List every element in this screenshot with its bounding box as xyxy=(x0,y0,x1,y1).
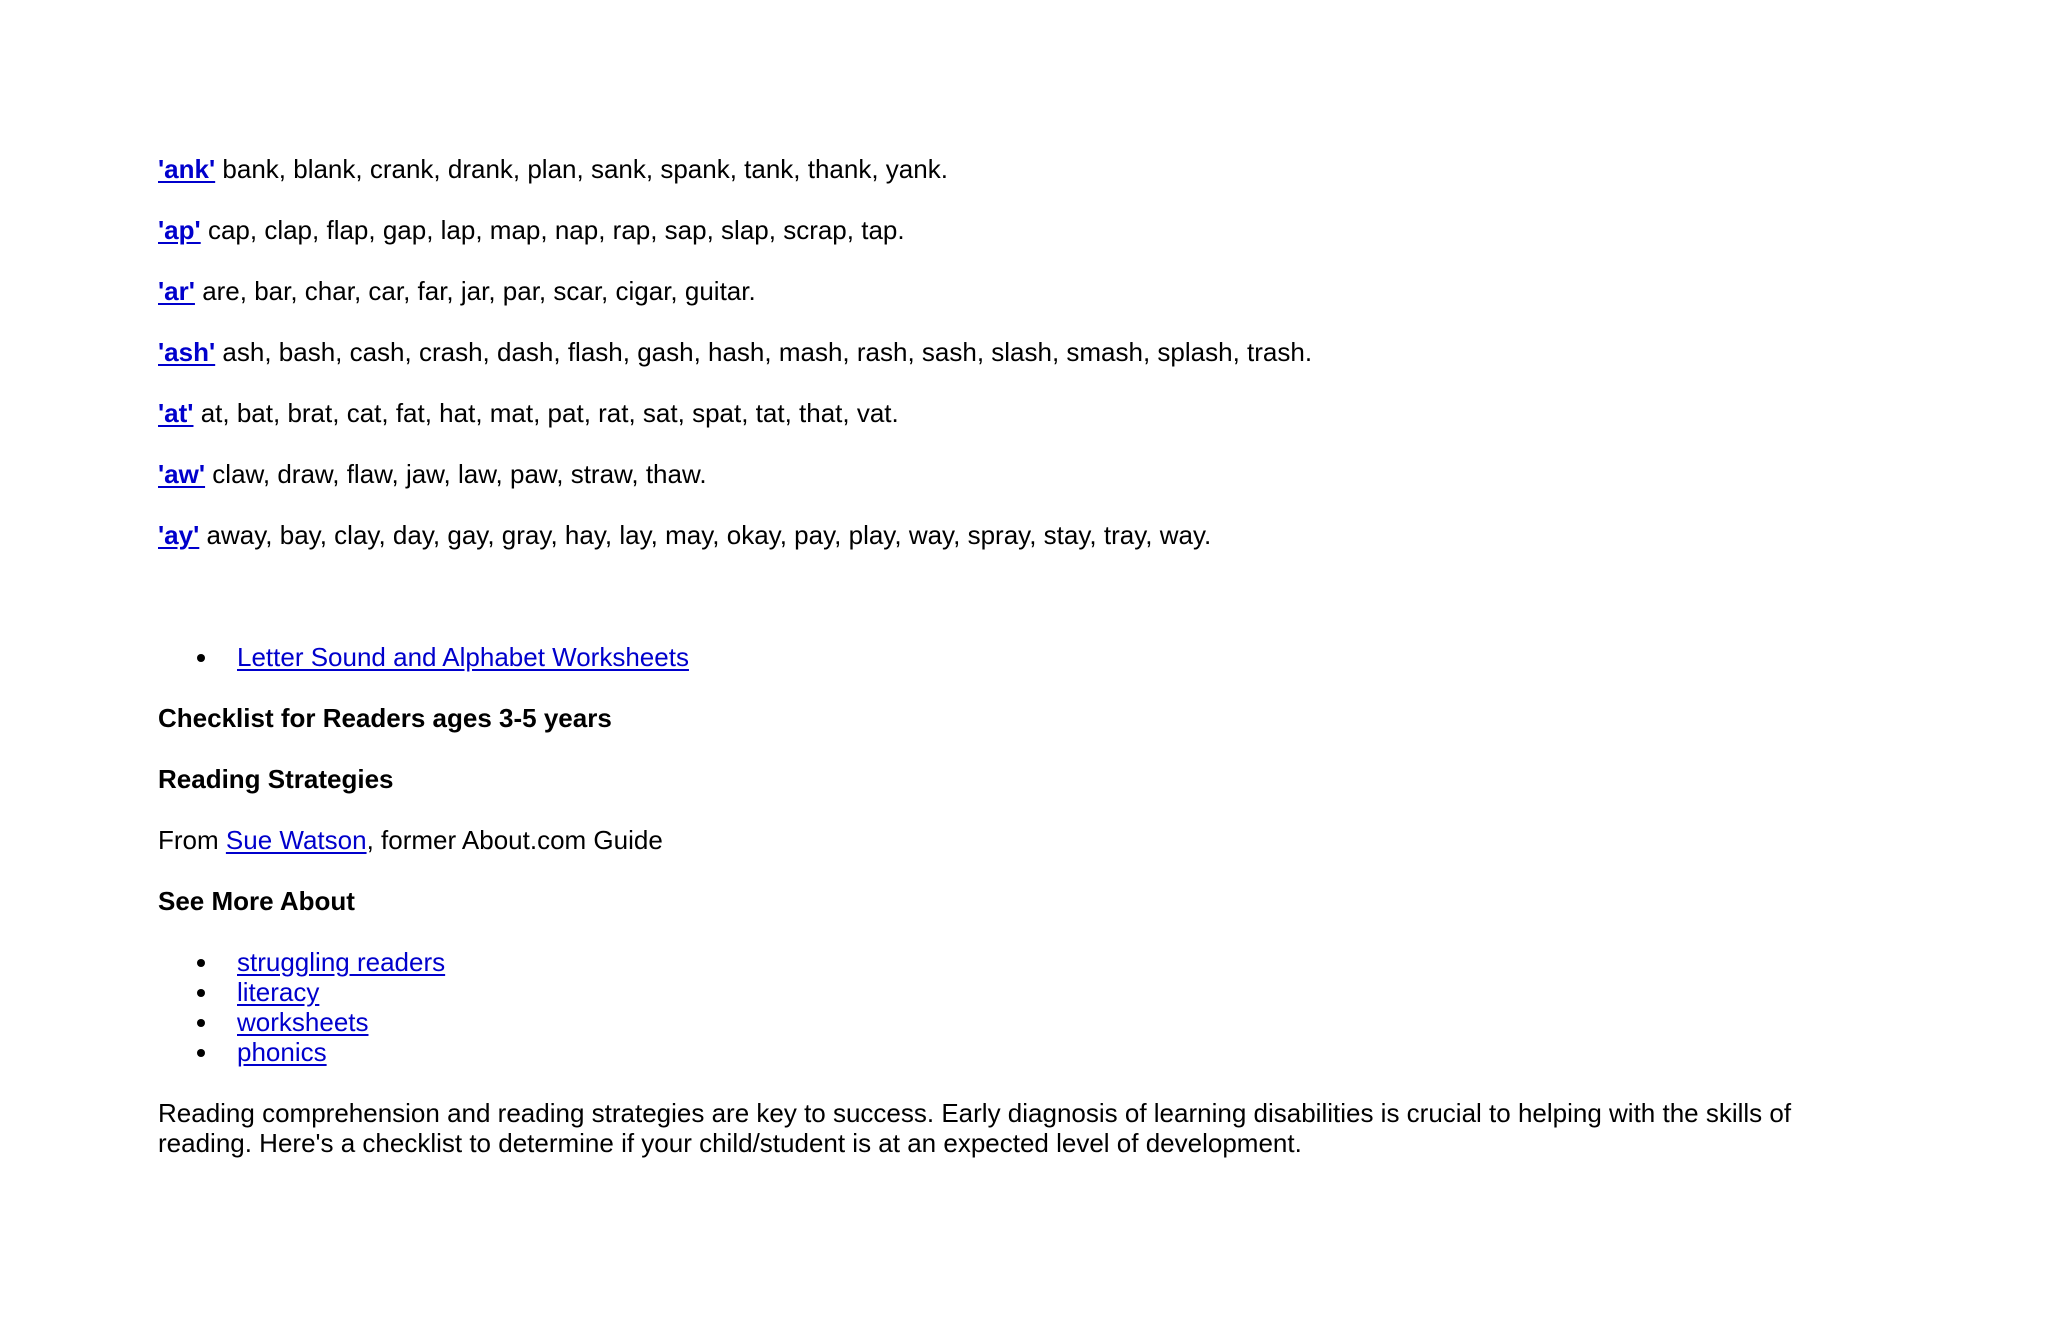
article-content xyxy=(158,154,1958,1158)
worksheets-link[interactable]: worksheets xyxy=(237,1007,369,1037)
author-link[interactable]: Sue Watson xyxy=(225,825,367,855)
byline-prefix: From xyxy=(158,825,226,855)
word-family-link-ay[interactable]: 'ay' xyxy=(158,520,200,550)
word-family-words: bank, blank, crank, drank, plan, sank, spank, tank, thank, yank. xyxy=(222,154,948,184)
list-item xyxy=(158,977,1958,1007)
word-family-link-ap[interactable]: 'ap' xyxy=(158,215,201,245)
bullet-icon xyxy=(197,1019,205,1027)
checklist-heading: Checklist for Readers ages 3-5 years xyxy=(158,703,612,733)
word-family-row xyxy=(158,215,1958,245)
see-more-list xyxy=(158,947,1958,1067)
list-item xyxy=(158,1007,1958,1037)
word-family-list xyxy=(158,154,1958,550)
byline-suffix: , former About.com Guide xyxy=(366,825,663,855)
struggling-readers-link[interactable]: struggling readers xyxy=(237,947,446,977)
word-family-row xyxy=(158,154,1958,184)
word-family-link-ash[interactable]: 'ash' xyxy=(158,337,216,367)
word-family-words: cap, clap, flap, gap, lap, map, nap, rap, sap, slap, scrap, tap. xyxy=(207,215,905,245)
intro-paragraph: Reading comprehension and reading strategies are key to success. Early diagnosis of learning disabilities is crucial to helping with the skills of reading. Here's a checklist to determine if your child/student is at an expected level of development. xyxy=(158,1098,1792,1158)
byline xyxy=(158,825,1958,855)
word-family-link-aw[interactable]: 'aw' xyxy=(158,459,206,489)
word-family-link-at[interactable]: 'at' xyxy=(158,398,194,428)
bullet-icon xyxy=(197,989,205,997)
word-family-link-ar[interactable]: 'ar' xyxy=(158,276,195,306)
word-family-words: are, bar, char, car, far, jar, par, scar, cigar, guitar. xyxy=(202,276,756,306)
list-item xyxy=(158,1037,1958,1067)
list-item xyxy=(158,642,1958,672)
bullet-icon xyxy=(197,654,205,662)
related-links-list xyxy=(158,642,1958,672)
word-family-words: ash, bash, cash, crash, dash, flash, gash, hash, mash, rash, sash, slash, smash, splash, trash. xyxy=(222,337,1313,367)
word-family-row xyxy=(158,459,1958,489)
word-family-words: at, bat, brat, cat, fat, hat, mat, pat, rat, sat, spat, tat, that, vat. xyxy=(200,398,899,428)
letter-sound-worksheets-link[interactable]: Letter Sound and Alphabet Worksheets xyxy=(237,642,689,672)
word-family-link-ank[interactable]: 'ank' xyxy=(158,154,216,184)
word-family-row xyxy=(158,276,1958,306)
word-family-row xyxy=(158,398,1958,428)
bullet-icon xyxy=(197,959,205,967)
phonics-link[interactable]: phonics xyxy=(237,1037,327,1067)
word-family-row xyxy=(158,337,1958,367)
word-family-words: claw, draw, flaw, jaw, law, paw, straw, thaw. xyxy=(212,459,707,489)
see-more-heading: See More About xyxy=(158,886,355,916)
bullet-icon xyxy=(197,1049,205,1057)
word-family-row xyxy=(158,520,1958,550)
literacy-link[interactable]: literacy xyxy=(237,977,320,1007)
reading-strategies-heading: Reading Strategies xyxy=(158,764,394,794)
list-item xyxy=(158,947,1958,977)
word-family-words: away, bay, clay, day, gay, gray, hay, lay, may, okay, pay, play, way, spray, stay, tray, way. xyxy=(206,520,1212,550)
